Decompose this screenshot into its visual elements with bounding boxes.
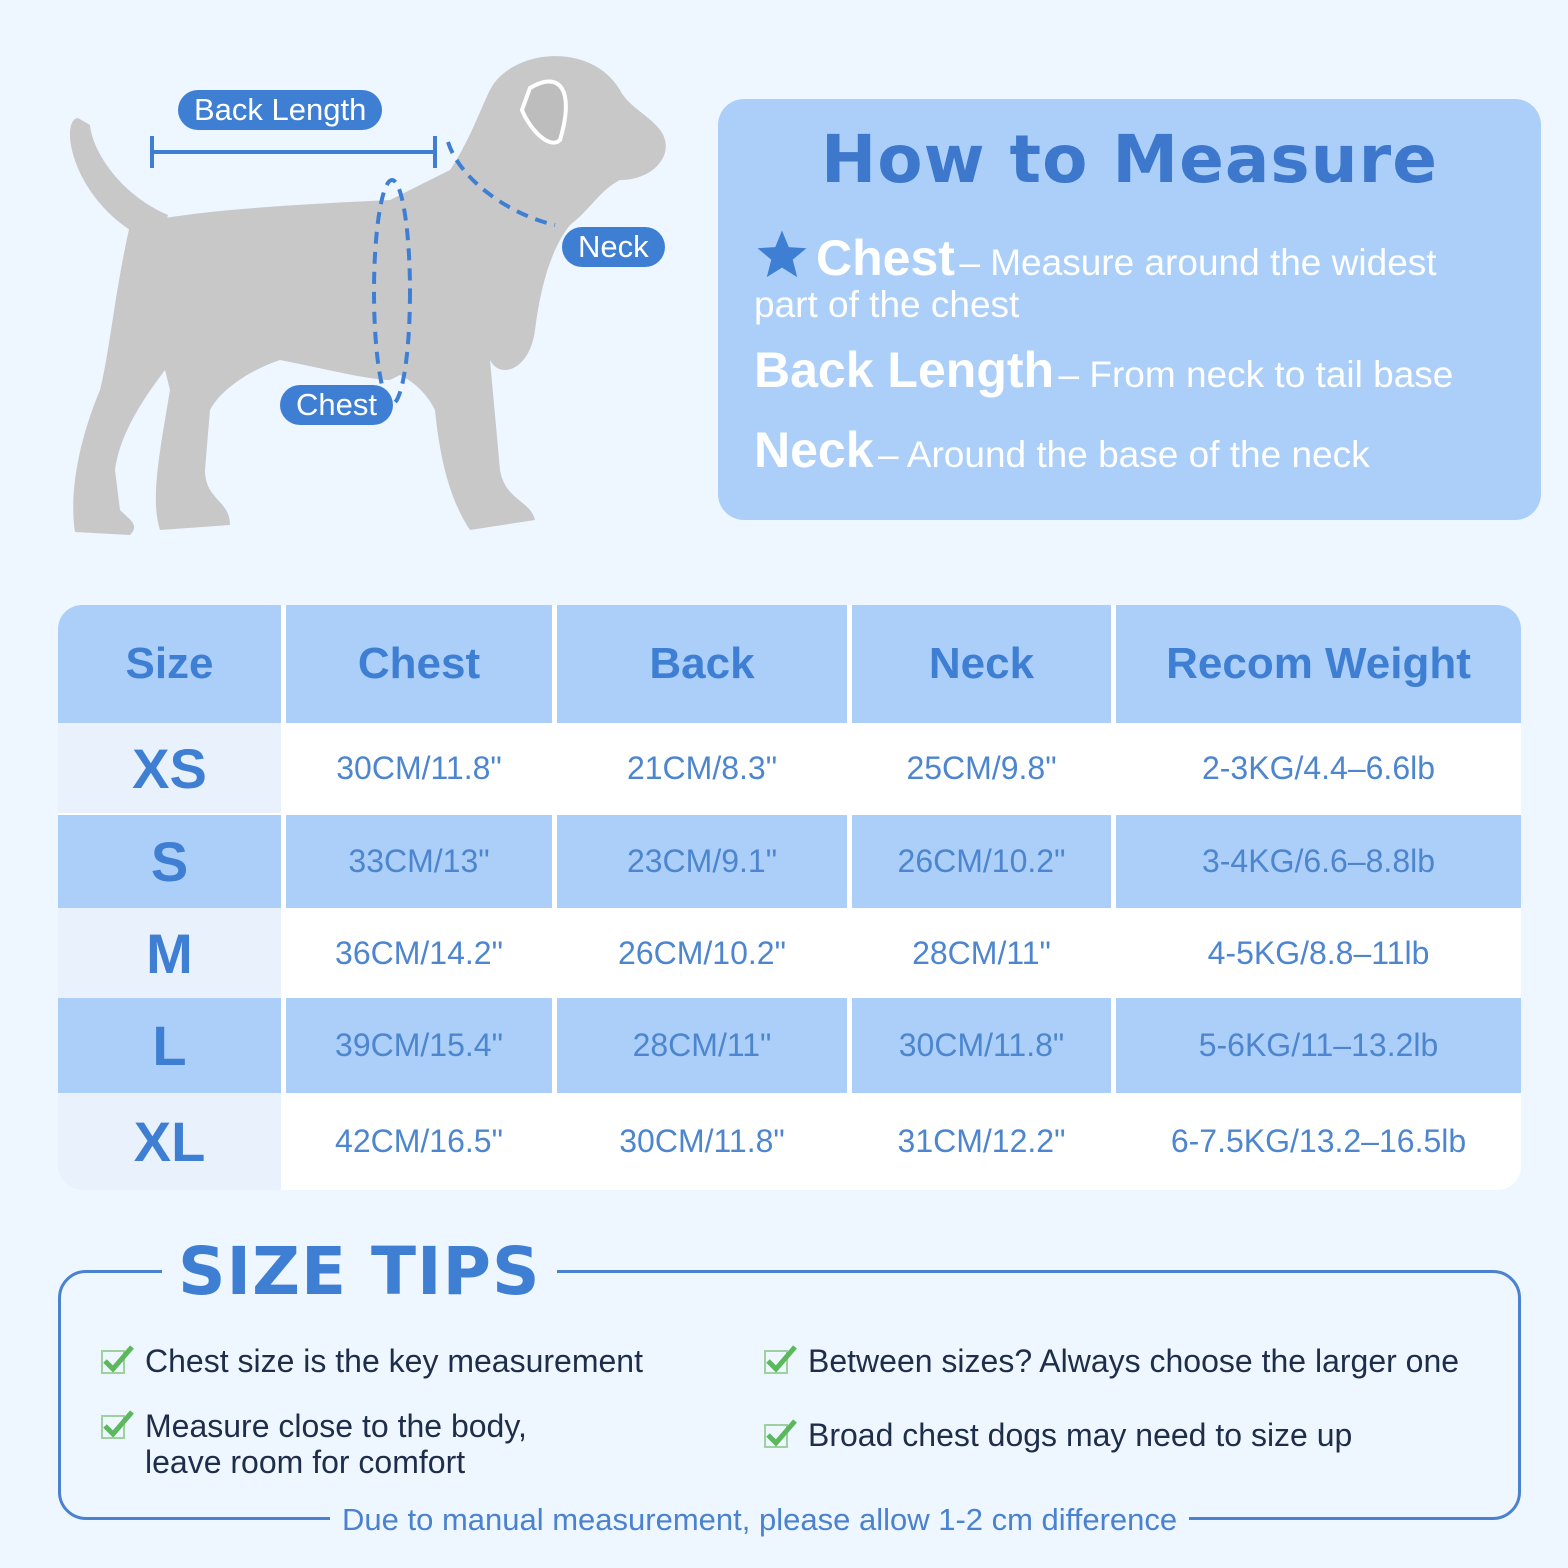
measurement-footnote: Due to manual measurement, please allow 1-2 cm difference — [330, 1500, 1189, 1540]
table-cell-neck: 28CM/11" — [852, 908, 1111, 998]
measure-desc: – From neck to tail base — [1058, 354, 1454, 395]
measure-desc-continued: part of the chest — [754, 284, 1020, 325]
measure-term: Back Length — [754, 342, 1055, 398]
tip-item — [808, 1343, 1459, 1379]
table-cell-back: 21CM/8.3" — [557, 723, 847, 813]
star-icon — [754, 227, 810, 283]
measure-term: Chest — [816, 230, 955, 286]
column-header-weight: Recom Weight — [1116, 605, 1521, 723]
tip-item — [145, 1343, 643, 1379]
table-cell-neck: 30CM/11.8" — [852, 998, 1111, 1093]
check-icon — [101, 1408, 135, 1440]
column-header-chest: Chest — [286, 605, 552, 723]
table-cell-back: 30CM/11.8" — [557, 1093, 847, 1190]
table-cell-back: 28CM/11" — [557, 998, 847, 1093]
table-cell-weight: 5-6KG/11–13.2lb — [1116, 998, 1521, 1093]
measure-desc: – Around the base of the neck — [877, 434, 1370, 475]
measure-item-chest — [754, 227, 1511, 287]
table-cell-neck: 25CM/9.8" — [852, 723, 1111, 813]
table-cell-weight: 3-4KG/6.6–8.8lb — [1116, 815, 1521, 908]
measure-item-back-length — [754, 341, 1511, 399]
tip-text: Between sizes? Always choose the larger one — [808, 1343, 1460, 1379]
how-to-measure-panel — [718, 99, 1541, 520]
check-icon — [101, 1343, 135, 1375]
table-cell-back: 26CM/10.2" — [557, 908, 847, 998]
table-cell-chest: 33CM/13" — [286, 815, 552, 908]
size-chart-table — [58, 605, 1521, 1190]
size-label: M — [58, 908, 281, 998]
tip-text: Chest size is the key measurement — [145, 1343, 643, 1379]
table-cell-neck: 31CM/12.2" — [852, 1093, 1111, 1190]
table-cell-chest: 42CM/16.5" — [286, 1093, 552, 1190]
table-cell-weight: 2-3KG/4.4–6.6lb — [1116, 723, 1521, 813]
tip-text-continued: leave room for comfort — [145, 1444, 466, 1480]
chest-label: Chest — [280, 385, 393, 425]
neck-label: Neck — [562, 227, 665, 267]
tip-item — [808, 1417, 1352, 1453]
measure-term: Neck — [754, 422, 874, 478]
table-cell-chest: 39CM/15.4" — [286, 998, 552, 1093]
column-header-back: Back — [557, 605, 847, 723]
check-icon — [764, 1417, 798, 1449]
check-icon — [764, 1343, 798, 1375]
dog-measurement-diagram — [30, 30, 690, 550]
size-label: XS — [58, 723, 281, 813]
table-cell-weight: 4-5KG/8.8–11lb — [1116, 908, 1521, 998]
back-length-label: Back Length — [178, 90, 382, 130]
table-cell-neck: 26CM/10.2" — [852, 815, 1111, 908]
measure-item-neck — [754, 421, 1511, 479]
tip-item — [145, 1408, 527, 1480]
table-cell-chest: 30CM/11.8" — [286, 723, 552, 813]
how-to-measure-title: How to Measure — [821, 121, 1438, 198]
size-label: S — [58, 815, 281, 908]
table-cell-back: 23CM/9.1" — [557, 815, 847, 908]
table-cell-weight: 6-7.5KG/13.2–16.5lb — [1116, 1093, 1521, 1190]
table-cell-chest: 36CM/14.2" — [286, 908, 552, 998]
size-label: L — [58, 998, 281, 1093]
tip-text: Measure close to the body, — [145, 1408, 527, 1444]
column-header-neck: Neck — [852, 605, 1111, 723]
size-label: XL — [58, 1093, 281, 1190]
measure-desc: – Measure around the widest — [959, 242, 1437, 283]
column-header-size: Size — [58, 605, 281, 723]
size-tips-title: SIZE TIPS — [162, 1232, 557, 1312]
tip-text: Broad chest dogs may need to size up — [808, 1417, 1353, 1453]
